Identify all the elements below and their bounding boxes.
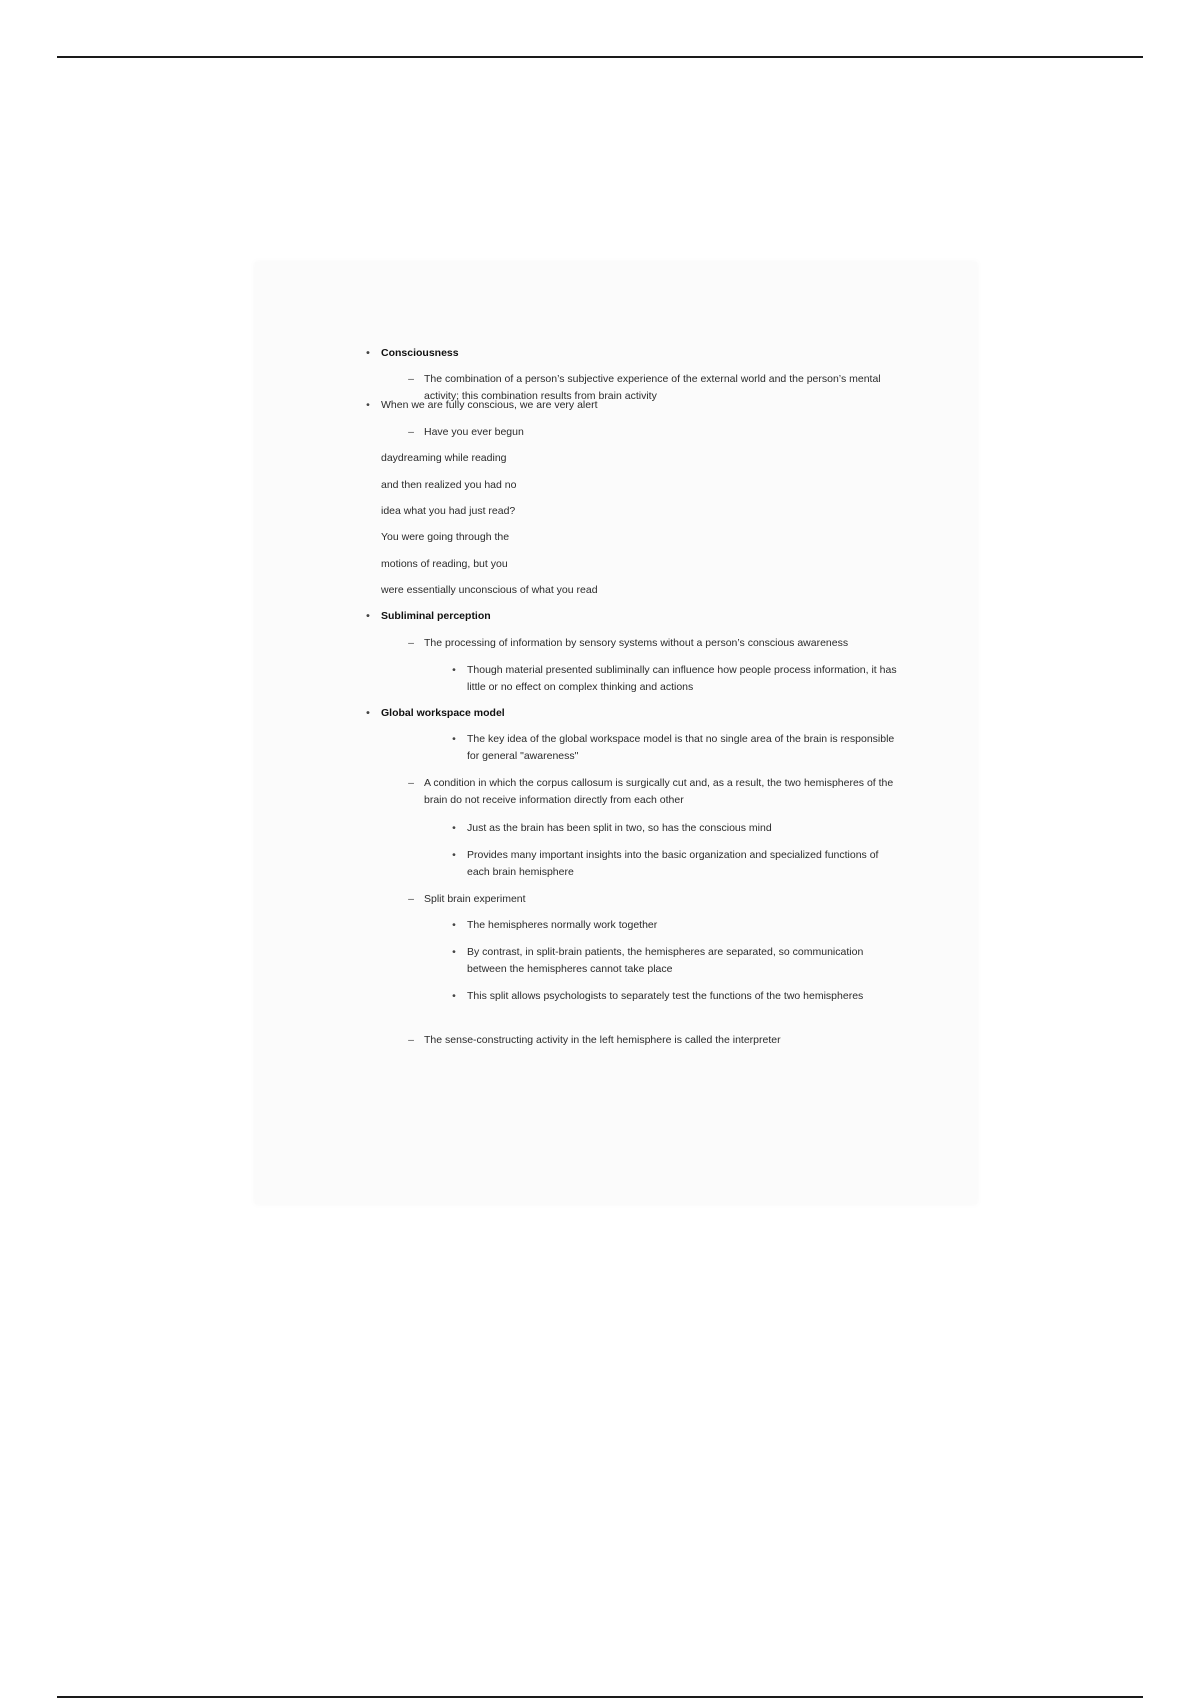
outline-item-text: The combination of a person’s subjective experience of the external world and the person’s mental activity; this combination results from brain activity xyxy=(424,373,881,402)
outline-item-text: daydreaming while reading xyxy=(381,452,507,464)
bullet-outline xyxy=(255,262,977,1204)
outline-item-text: idea what you had just read? xyxy=(381,505,516,517)
outline-item xyxy=(381,450,681,467)
bullet-icon: • xyxy=(452,664,456,676)
outline-item xyxy=(452,944,897,978)
bullet-icon: • xyxy=(452,733,456,745)
outline-item-text: and then realized you had no xyxy=(381,479,517,491)
outline-item xyxy=(452,988,897,1005)
bullet-icon: • xyxy=(452,946,456,958)
outline-item xyxy=(452,662,897,696)
outline-item xyxy=(381,529,681,546)
outline-item-text: When we are fully conscious, we are very alert xyxy=(381,399,598,411)
outline-item-text: were essentially unconscious of what you read xyxy=(381,584,598,596)
dash-icon: – xyxy=(408,893,414,905)
outline-item-text: This split allows psychologists to separately test the functions of the two hemispheres xyxy=(467,990,864,1002)
bullet-icon: • xyxy=(366,347,370,359)
outline-item-text: Subliminal perception xyxy=(381,610,491,622)
outline-item-text: Just as the brain has been split in two, so has the conscious mind xyxy=(467,822,772,834)
outline-item xyxy=(381,556,681,573)
bullet-icon: • xyxy=(452,822,456,834)
dash-icon: – xyxy=(408,777,414,789)
outline-item xyxy=(408,635,894,652)
outline-item-text: A condition in which the corpus callosum is surgically cut and, as a result, the two hemispheres of the brain do not receive information directly from each other xyxy=(424,777,894,806)
outline-item-text: You were going through the xyxy=(381,531,510,543)
bullet-icon: • xyxy=(452,990,456,1002)
outline-item-text: Global workspace model xyxy=(381,707,505,719)
outline-item-text: The hemispheres normally work together xyxy=(467,919,658,931)
outline-item xyxy=(381,582,681,599)
outline-item-text: Consciousness xyxy=(381,347,459,359)
outline-item xyxy=(452,820,897,837)
outline-item-text: The key idea of the global workspace model is that no single area of the brain is responsible for general "awareness" xyxy=(467,733,895,762)
bullet-icon: • xyxy=(366,399,370,411)
outline-item-text: The sense-constructing activity in the left hemisphere is called the interpreter xyxy=(424,1034,781,1046)
outline-item xyxy=(408,424,894,441)
outline-item xyxy=(366,397,941,414)
top-rule xyxy=(57,56,1143,58)
bullet-icon: • xyxy=(366,707,370,719)
outline-item xyxy=(381,477,681,494)
outline-item xyxy=(366,345,941,362)
bottom-rule xyxy=(57,1696,1143,1698)
dash-icon: – xyxy=(408,426,414,438)
outline-item xyxy=(452,731,897,765)
outline-item-text: By contrast, in split-brain patients, the hemispheres are separated, so communication between the hemispheres cannot take place xyxy=(467,946,864,975)
outline-item-text: Though material presented subliminally can influence how people process information, it has little or no effect on complex thinking and actions xyxy=(467,664,897,693)
dash-icon: – xyxy=(408,373,414,385)
outline-item-text: Have you ever begun xyxy=(424,426,524,438)
bullet-icon: • xyxy=(452,919,456,931)
outline-item xyxy=(366,608,941,625)
dash-icon: – xyxy=(408,1034,414,1046)
outline-item xyxy=(408,775,894,809)
outline-item-text: motions of reading, but you xyxy=(381,558,508,570)
outline-item xyxy=(452,917,897,934)
outline-item xyxy=(452,847,897,881)
slide-image xyxy=(255,262,977,1204)
outline-item-text: The processing of information by sensory systems without a person’s conscious awareness xyxy=(424,637,849,649)
outline-item-text: Split brain experiment xyxy=(424,893,526,905)
outline-item xyxy=(366,705,941,722)
dash-icon: – xyxy=(408,637,414,649)
outline-item xyxy=(408,891,894,908)
bullet-icon: • xyxy=(366,610,370,622)
bullet-icon: • xyxy=(452,849,456,861)
outline-item xyxy=(381,503,681,520)
outline-item-text: Provides many important insights into the basic organization and specialized functions of each brain hemisphere xyxy=(467,849,879,878)
outline-item xyxy=(408,1032,894,1049)
